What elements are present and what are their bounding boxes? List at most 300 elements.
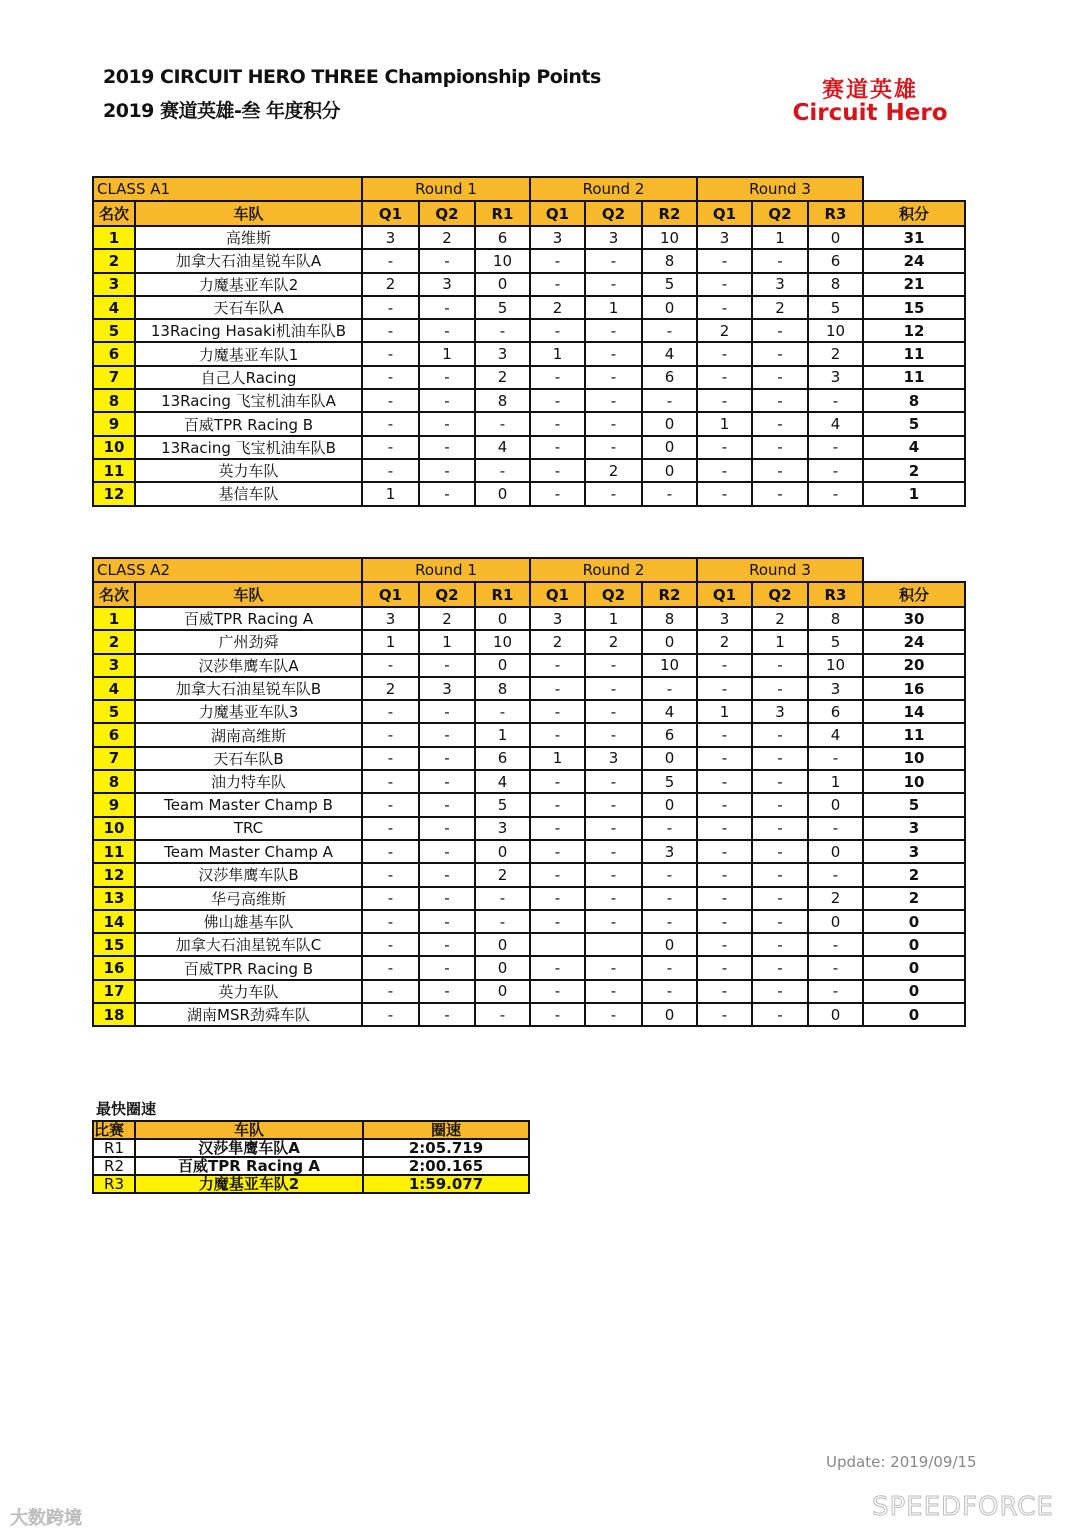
session-points: - <box>362 700 419 723</box>
session-points: - <box>752 793 808 816</box>
session-points: 1 <box>585 607 642 630</box>
session-points: - <box>530 793 585 816</box>
session-points: - <box>419 863 475 886</box>
session-points: - <box>642 319 697 342</box>
session-points: - <box>697 389 752 412</box>
table-row <box>93 412 965 435</box>
session-points: 0 <box>475 980 530 1003</box>
session-points: 2 <box>808 887 863 910</box>
session-points: - <box>697 747 752 770</box>
rank: 8 <box>93 389 135 412</box>
session-points: - <box>752 319 808 342</box>
session-points: - <box>419 840 475 863</box>
logo-cn: 赛道英雄 <box>821 78 918 103</box>
rank: 13 <box>93 887 135 910</box>
total-points: 4 <box>863 436 965 459</box>
session-points: - <box>362 342 419 365</box>
header-session: Q1 <box>697 582 752 607</box>
session-points: 3 <box>752 700 808 723</box>
race: R1 <box>93 1139 135 1157</box>
session-points: 3 <box>475 342 530 365</box>
session-points: - <box>697 1003 752 1026</box>
session-points: - <box>530 654 585 677</box>
session-points: - <box>362 459 419 482</box>
session-points: 10 <box>642 654 697 677</box>
session-points: - <box>585 249 642 272</box>
session-points: - <box>419 389 475 412</box>
session-points: - <box>530 1003 585 1026</box>
table-row <box>93 933 965 956</box>
session-points: - <box>530 840 585 863</box>
total-points: 0 <box>863 933 965 956</box>
session-points: - <box>752 910 808 933</box>
total-points: 2 <box>863 863 965 886</box>
session-points: 0 <box>642 1003 697 1026</box>
table-row <box>93 1003 965 1026</box>
session-points: 6 <box>475 747 530 770</box>
session-points: 1 <box>362 482 419 505</box>
title-en: 2019 CIRCUIT HERO THREE Championship Points <box>103 66 601 88</box>
session-points: - <box>697 840 752 863</box>
session-points: - <box>419 933 475 956</box>
session-points: 2 <box>419 607 475 630</box>
table-row <box>93 677 965 700</box>
table-row <box>93 817 965 840</box>
session-points: 1 <box>808 770 863 793</box>
table-row <box>93 700 965 723</box>
header-session: Q2 <box>585 201 642 226</box>
rank: 5 <box>93 700 135 723</box>
speedforce-watermark: SPEEDFORCE <box>872 1492 1054 1522</box>
session-points: - <box>362 793 419 816</box>
session-points: 6 <box>808 249 863 272</box>
session-points: - <box>419 654 475 677</box>
header-session: R2 <box>642 582 697 607</box>
session-points: 1 <box>530 747 585 770</box>
rank: 11 <box>93 459 135 482</box>
session-points: - <box>362 887 419 910</box>
rank: 1 <box>93 226 135 249</box>
session-points: 0 <box>475 933 530 956</box>
circuit-hero-logo <box>780 80 960 125</box>
session-points: 3 <box>530 226 585 249</box>
total-points: 20 <box>863 654 965 677</box>
total-points: 15 <box>863 296 965 319</box>
session-points: - <box>530 319 585 342</box>
table-row <box>93 956 965 979</box>
session-points: 0 <box>642 412 697 435</box>
session-points: - <box>530 412 585 435</box>
rank: 16 <box>93 956 135 979</box>
session-points: - <box>585 366 642 389</box>
round-header-row <box>93 558 965 582</box>
session-points: 10 <box>808 654 863 677</box>
session-points: - <box>530 723 585 746</box>
header-session: Q1 <box>697 201 752 226</box>
session-points: 0 <box>808 1003 863 1026</box>
team-name: 基信车队 <box>135 482 362 505</box>
session-points: - <box>697 273 752 296</box>
session-points: - <box>752 840 808 863</box>
session-points: 4 <box>808 723 863 746</box>
total-points: 24 <box>863 630 965 653</box>
session-points: - <box>697 482 752 505</box>
session-points: 2 <box>530 296 585 319</box>
total-points: 14 <box>863 700 965 723</box>
session-points: 1 <box>697 412 752 435</box>
session-points: - <box>808 459 863 482</box>
session-points: 3 <box>585 226 642 249</box>
session-points: 2 <box>752 296 808 319</box>
total-points: 10 <box>863 770 965 793</box>
header-team: 车队 <box>135 201 362 226</box>
round-header-row <box>93 177 965 201</box>
team-name: 力魔基亚车队2 <box>135 273 362 296</box>
header-laptime: 圈速 <box>363 1121 529 1139</box>
session-points: - <box>585 887 642 910</box>
session-points: - <box>808 389 863 412</box>
header-session: Q2 <box>585 582 642 607</box>
session-points: 1 <box>752 226 808 249</box>
session-points: - <box>752 980 808 1003</box>
rank: 12 <box>93 863 135 886</box>
session-points: 3 <box>419 273 475 296</box>
session-points: 10 <box>475 630 530 653</box>
session-points <box>585 933 642 956</box>
session-points: - <box>419 817 475 840</box>
table-row <box>93 654 965 677</box>
session-points: 1 <box>475 723 530 746</box>
session-points: 3 <box>475 817 530 840</box>
race: R2 <box>93 1157 135 1175</box>
team-name: 汉莎隼鹰车队A <box>135 654 362 677</box>
session-points: - <box>752 412 808 435</box>
session-points: 0 <box>475 956 530 979</box>
total-points: 0 <box>863 980 965 1003</box>
session-points: - <box>530 956 585 979</box>
session-points: - <box>808 980 863 1003</box>
session-points: 0 <box>808 910 863 933</box>
lap-time: 2:00.165 <box>363 1157 529 1175</box>
total-points: 16 <box>863 677 965 700</box>
session-points: - <box>362 933 419 956</box>
header-session: R2 <box>642 201 697 226</box>
session-points: - <box>419 747 475 770</box>
team-name: 湖南MSR劲舜车队 <box>135 1003 362 1026</box>
session-points: - <box>752 863 808 886</box>
session-points: - <box>419 436 475 459</box>
rank: 8 <box>93 770 135 793</box>
session-points: - <box>642 389 697 412</box>
session-points: - <box>530 436 585 459</box>
session-points: - <box>475 319 530 342</box>
session-points: - <box>697 342 752 365</box>
session-points: - <box>585 436 642 459</box>
rank: 1 <box>93 607 135 630</box>
round-header: Round 1 <box>362 558 530 582</box>
session-points: 3 <box>362 607 419 630</box>
session-points: 6 <box>642 366 697 389</box>
header-session: Q2 <box>752 582 808 607</box>
table-row <box>93 630 965 653</box>
table-row <box>93 770 965 793</box>
table-row <box>93 342 965 365</box>
total-points: 10 <box>863 747 965 770</box>
session-points: - <box>697 436 752 459</box>
session-points: - <box>585 654 642 677</box>
session-points: 0 <box>642 459 697 482</box>
header-rank: 名次 <box>93 582 135 607</box>
session-points: - <box>642 980 697 1003</box>
session-points: - <box>362 436 419 459</box>
session-points: 0 <box>808 840 863 863</box>
class-a1-table <box>92 176 966 507</box>
header-session: Q1 <box>362 582 419 607</box>
team-name: 力魔基亚车队3 <box>135 700 362 723</box>
session-points: 3 <box>697 226 752 249</box>
session-points: 0 <box>475 482 530 505</box>
session-points: - <box>752 249 808 272</box>
total-points: 30 <box>863 607 965 630</box>
session-points: - <box>530 366 585 389</box>
session-points: - <box>419 910 475 933</box>
session-points: 2 <box>530 630 585 653</box>
session-points: 3 <box>419 677 475 700</box>
rank: 3 <box>93 273 135 296</box>
team-name: 湖南高维斯 <box>135 723 362 746</box>
session-points: - <box>697 459 752 482</box>
session-points: 5 <box>808 630 863 653</box>
session-points: 3 <box>642 840 697 863</box>
session-points: 0 <box>475 840 530 863</box>
header-session: Q1 <box>362 201 419 226</box>
table-row <box>93 607 965 630</box>
table-row <box>93 840 965 863</box>
total-points: 2 <box>863 459 965 482</box>
session-points: 8 <box>808 607 863 630</box>
session-points: - <box>585 677 642 700</box>
rank: 4 <box>93 296 135 319</box>
session-points: 0 <box>642 933 697 956</box>
session-points: - <box>419 412 475 435</box>
session-points: 0 <box>642 630 697 653</box>
session-points: - <box>697 654 752 677</box>
session-points: 5 <box>642 770 697 793</box>
session-points: - <box>697 770 752 793</box>
session-points: 8 <box>475 389 530 412</box>
rank: 2 <box>93 249 135 272</box>
session-points: - <box>585 817 642 840</box>
session-points: 3 <box>752 273 808 296</box>
session-points: 0 <box>642 747 697 770</box>
fastest-lap-row <box>93 1175 529 1193</box>
session-points: - <box>419 366 475 389</box>
session-points: - <box>585 319 642 342</box>
total-points: 11 <box>863 342 965 365</box>
session-points: - <box>362 817 419 840</box>
lap-time: 2:05.719 <box>363 1139 529 1157</box>
table-row <box>93 482 965 505</box>
session-points: 8 <box>642 607 697 630</box>
team-name: 13Racing Hasaki机油车队B <box>135 319 362 342</box>
session-points: 0 <box>475 654 530 677</box>
header-session: Q1 <box>530 201 585 226</box>
header-race: 比赛 <box>93 1121 135 1139</box>
session-points: - <box>752 677 808 700</box>
class-name: CLASS A2 <box>93 558 362 582</box>
session-points: 0 <box>808 793 863 816</box>
round-header: Round 3 <box>697 177 863 201</box>
rank: 10 <box>93 817 135 840</box>
table-row <box>93 319 965 342</box>
team-name: 英力车队 <box>135 980 362 1003</box>
session-points: - <box>697 723 752 746</box>
session-points: - <box>585 770 642 793</box>
team-name: 加拿大石油星锐车队C <box>135 933 362 956</box>
session-points: 8 <box>642 249 697 272</box>
session-points: 10 <box>642 226 697 249</box>
header-session: R1 <box>475 582 530 607</box>
session-points: - <box>752 956 808 979</box>
table-row <box>93 723 965 746</box>
session-points: - <box>530 910 585 933</box>
session-points <box>530 933 585 956</box>
session-points: - <box>697 249 752 272</box>
session-points: 3 <box>530 607 585 630</box>
session-points: - <box>362 412 419 435</box>
session-points: 3 <box>585 747 642 770</box>
session-points: - <box>752 747 808 770</box>
session-points: - <box>530 770 585 793</box>
session-points: - <box>362 249 419 272</box>
session-points: - <box>419 482 475 505</box>
session-points: - <box>362 389 419 412</box>
session-points: 2 <box>808 342 863 365</box>
session-points: - <box>642 863 697 886</box>
team-name: 佛山雄基车队 <box>135 910 362 933</box>
team-name: 油力特车队 <box>135 770 362 793</box>
rank: 5 <box>93 319 135 342</box>
table-row <box>93 296 965 319</box>
session-points: - <box>362 980 419 1003</box>
header-session: R1 <box>475 201 530 226</box>
session-points: - <box>752 389 808 412</box>
session-points: - <box>752 459 808 482</box>
table-row <box>93 459 965 482</box>
total-points: 21 <box>863 273 965 296</box>
team: 汉莎隼鹰车队A <box>135 1139 363 1157</box>
session-points: - <box>752 933 808 956</box>
session-points: - <box>419 956 475 979</box>
session-points: 4 <box>642 342 697 365</box>
session-points: - <box>697 980 752 1003</box>
session-points: - <box>752 1003 808 1026</box>
session-points: - <box>362 863 419 886</box>
session-points: - <box>642 677 697 700</box>
session-points: 0 <box>475 273 530 296</box>
team-name: TRC <box>135 817 362 840</box>
total-points: 11 <box>863 723 965 746</box>
rank: 6 <box>93 342 135 365</box>
session-points: - <box>530 273 585 296</box>
team-name: 高维斯 <box>135 226 362 249</box>
session-points: - <box>585 723 642 746</box>
session-points: - <box>642 817 697 840</box>
header-session: R3 <box>808 582 863 607</box>
header-rank: 名次 <box>93 201 135 226</box>
session-points: - <box>808 863 863 886</box>
session-points: - <box>752 482 808 505</box>
session-points: - <box>419 980 475 1003</box>
session-points: - <box>419 296 475 319</box>
session-points: - <box>752 817 808 840</box>
rank: 17 <box>93 980 135 1003</box>
team-name: 天石车队A <box>135 296 362 319</box>
round-header: Round 3 <box>697 558 863 582</box>
round-header: Round 2 <box>530 177 697 201</box>
session-points: - <box>530 887 585 910</box>
session-points: 6 <box>808 700 863 723</box>
session-points: 1 <box>419 342 475 365</box>
session-points: - <box>752 342 808 365</box>
session-points: 4 <box>808 412 863 435</box>
table-row <box>93 747 965 770</box>
session-points: 8 <box>808 273 863 296</box>
total-points: 3 <box>863 840 965 863</box>
session-points: - <box>585 482 642 505</box>
session-points: 10 <box>808 319 863 342</box>
column-header-row <box>93 582 965 607</box>
total-points: 24 <box>863 249 965 272</box>
session-points: - <box>362 654 419 677</box>
class-name: CLASS A1 <box>93 177 362 201</box>
session-points: - <box>642 482 697 505</box>
table-row <box>93 249 965 272</box>
session-points: - <box>808 436 863 459</box>
total-points: 3 <box>863 817 965 840</box>
session-points: 6 <box>642 723 697 746</box>
session-points: 2 <box>585 630 642 653</box>
fastest-lap-title: 最快圈速 <box>96 1100 157 1118</box>
session-points: 0 <box>808 226 863 249</box>
rank: 11 <box>93 840 135 863</box>
session-points: - <box>585 840 642 863</box>
session-points: - <box>697 366 752 389</box>
rank: 10 <box>93 436 135 459</box>
header-session: Q2 <box>752 201 808 226</box>
session-points: - <box>752 887 808 910</box>
session-points: - <box>419 700 475 723</box>
round-header: Round 1 <box>362 177 530 201</box>
session-points: 3 <box>697 607 752 630</box>
update-date: Update: 2019/09/15 <box>826 1453 977 1471</box>
session-points: 3 <box>362 226 419 249</box>
session-points: 4 <box>475 770 530 793</box>
session-points: - <box>362 747 419 770</box>
fastest-lap-row <box>93 1139 529 1157</box>
session-points: 2 <box>362 273 419 296</box>
session-points: 0 <box>642 793 697 816</box>
session-points: - <box>808 956 863 979</box>
team-name: 百威TPR Racing A <box>135 607 362 630</box>
team-name: 加拿大石油星锐车队B <box>135 677 362 700</box>
session-points: - <box>530 249 585 272</box>
session-points: - <box>585 1003 642 1026</box>
session-points: - <box>419 770 475 793</box>
rank: 7 <box>93 747 135 770</box>
team-name: 加拿大石油星锐车队A <box>135 249 362 272</box>
session-points: 0 <box>642 296 697 319</box>
